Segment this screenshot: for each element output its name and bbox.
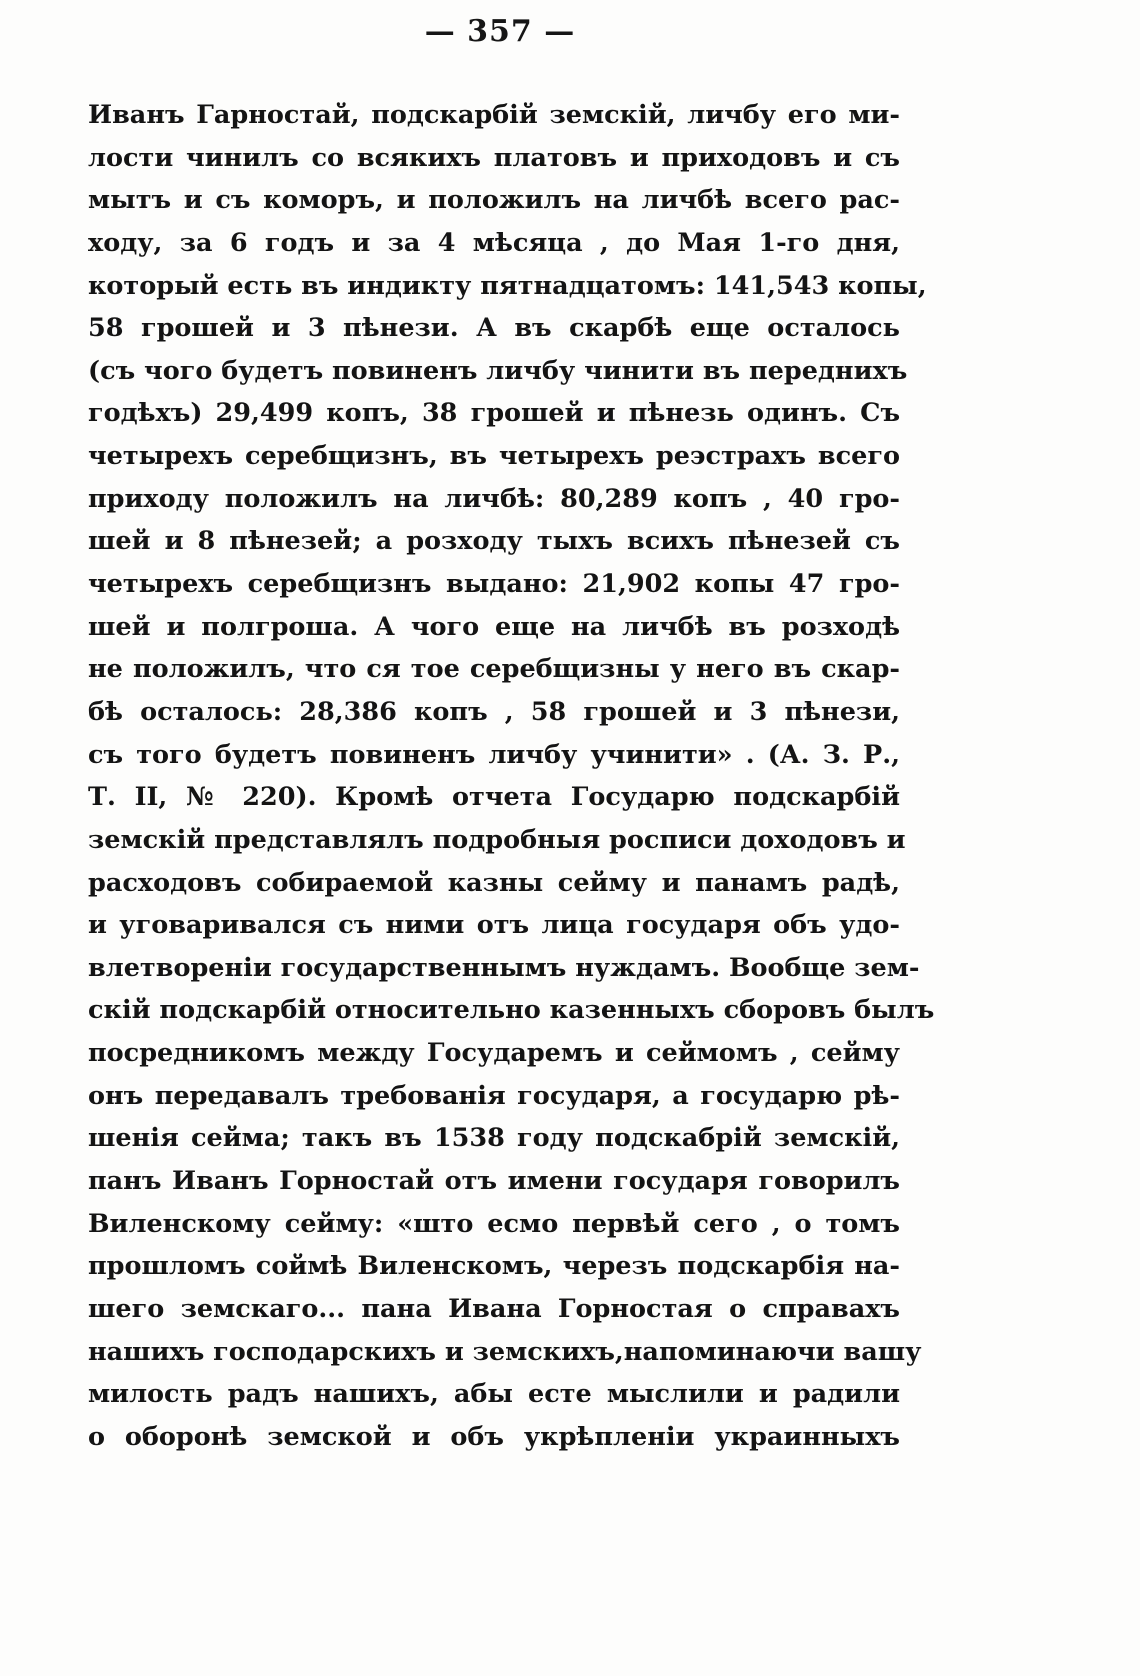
text-line: 58 грошей и 3 пѣнези. А въ скарбѣ еще осталось xyxy=(88,313,900,344)
text-line: онъ передавалъ требованія государя, а государю рѣ- xyxy=(88,1080,900,1111)
text-line: Т. II, № 220). Кромѣ отчета Государю подскарбій xyxy=(88,782,900,813)
text-line: шей и полгроша. А чого еще на личбѣ въ розходѣ xyxy=(88,611,900,642)
text-line: земскій представлялъ подробныя росписи доходовъ и xyxy=(88,824,906,855)
text-line: мытъ и съ коморъ, и положилъ на личбѣ всего рас- xyxy=(88,185,900,216)
text-line: лости чинилъ со всякихъ платовъ и приходовъ и съ xyxy=(88,142,900,173)
text-line: и уговаривался съ ними отъ лица государя объ удо- xyxy=(88,910,900,941)
page-number: — 357 — xyxy=(424,14,576,49)
text-line: Виленскому сейму: «што есмо первѣй сего , о томъ xyxy=(88,1208,900,1239)
text-line: влетвореніи государственнымъ нуждамъ. Вообще зем- xyxy=(88,952,920,983)
text-line: который есть въ индикту пятнадцатомъ: 141,543 копы, xyxy=(88,270,927,301)
text-line: скій подскарбій относительно казенныхъ сборовъ былъ xyxy=(88,995,935,1026)
text-line: шего земскаго... пана Ивана Горностая о справахъ xyxy=(88,1293,900,1324)
text-line: годѣхъ) 29,499 копъ, 38 грошей и пѣнезь одинъ. Съ xyxy=(88,398,900,429)
text-line: приходу положилъ на личбѣ: 80,289 копъ , 40 гро- xyxy=(88,483,900,514)
text-line: милость радъ нашихъ, абы есте мыслили и радили xyxy=(88,1379,900,1410)
text-line: шенія сейма; такъ въ 1538 году подскабрій земскій, xyxy=(88,1123,900,1154)
text-line: четырехъ серебщизнъ выдано: 21,902 копы 47 гро- xyxy=(88,569,900,600)
text-line: (съ чого будетъ повиненъ личбу чинити въ переднихъ xyxy=(88,355,908,386)
text-line: посредникомъ между Государемъ и сеймомъ , сейму xyxy=(88,1038,900,1069)
text-line: нашихъ господарскихъ и земскихъ,напоминаючи вашу xyxy=(88,1336,922,1367)
text-line: панъ Иванъ Горностай отъ имени государя говорилъ xyxy=(88,1166,900,1197)
text-line: о оборонѣ земской и объ укрѣпленіи украинныхъ xyxy=(88,1421,900,1452)
text-line: съ того будетъ повиненъ личбу учинити» . (А. З. Р., xyxy=(88,739,900,770)
text-line: прошломъ соймѣ Виленскомъ, черезъ подскарбія на- xyxy=(88,1251,900,1282)
body-text xyxy=(88,94,935,1459)
text-line: четырехъ серебщизнъ, въ четырехъ реэстрахъ всего xyxy=(88,441,900,472)
text-line: не положилъ, что ся тое серебщизны у него въ скар- xyxy=(88,654,900,685)
text-line: шей и 8 пѣнезей; а розходу тыхъ всихъ пѣнезей съ xyxy=(88,526,900,557)
text-line: ходу, за 6 годъ и за 4 мѣсяца , до Мая 1-го дня, xyxy=(88,227,900,258)
text-line: Иванъ Гарностай, подскарбій земскій, личбу его ми- xyxy=(88,100,900,130)
text-line: расходовъ собираемой казны сейму и панамъ радѣ, xyxy=(88,867,900,898)
text-line: бѣ осталось: 28,386 копъ , 58 грошей и 3 пѣнези, xyxy=(88,696,900,727)
